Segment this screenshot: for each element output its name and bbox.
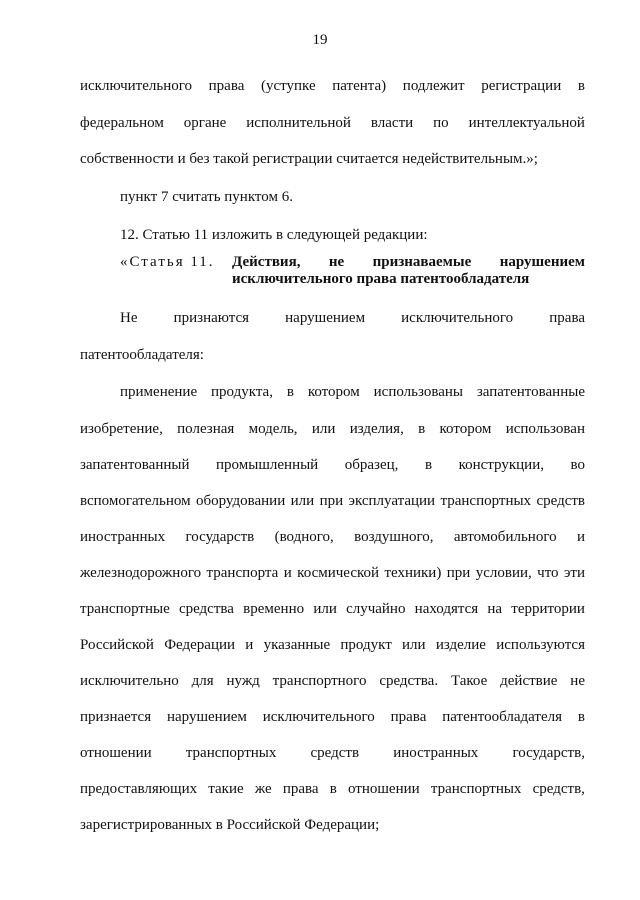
word: средств, [532,781,585,797]
word: не [328,254,345,270]
word: территории [511,601,585,617]
word: патента) [332,78,387,94]
word: не [570,673,585,689]
word: модель, [248,421,298,437]
word: органе [183,115,227,131]
word: исключительного [262,709,375,725]
text-line [80,528,585,546]
word: подлежит [402,78,465,94]
text-line: собственности и без такой регистрации считается недействительным.»; [80,151,538,167]
word: отношении [80,745,152,761]
word: конструкции, [458,457,544,473]
text-line [80,672,585,690]
article-title [232,254,585,288]
text-line [80,420,585,438]
word: транспортного [272,673,367,689]
word: продукта, [211,384,273,400]
word: запатентованные [476,384,585,400]
word: средства. [379,673,439,689]
word: транспортных [430,781,522,797]
word: эксплуатации [348,493,436,509]
word: случайно [346,601,406,617]
text-line: 12. Статью 11 изложить в следующей редакции: [120,227,428,243]
word: патентообладателя [442,709,563,725]
word: нарушением [285,310,366,326]
word: при [319,493,344,509]
word: регистрации [481,78,562,94]
text-line [80,492,585,510]
word: государств [185,529,255,545]
word: Действия, [232,254,301,270]
word: изделия, [349,421,404,437]
word: признаваемые [372,254,472,270]
word: исполнительной [246,115,351,131]
word: федеральном [80,115,164,131]
word: Такое [450,673,488,689]
word: исключительного [401,310,514,326]
word: транспортных [185,745,277,761]
word: и [576,529,585,545]
word: изделие [435,637,486,653]
word: применение [120,384,198,400]
word: находятся [414,601,479,617]
word: оборудовании [195,493,286,509]
word: действие [500,673,558,689]
word: для [191,673,214,689]
word: во [570,457,585,473]
word: права [208,78,245,94]
word: отношении [348,781,420,797]
text-line [80,708,585,726]
word: запатентованный [80,457,190,473]
word: (уступке [261,78,316,94]
word: котором [307,384,360,400]
page-number: 19 [312,32,328,48]
word: или [311,421,336,437]
word: техники) [384,565,442,581]
word: такие [208,781,244,797]
word: условии, [475,565,532,581]
word: нарушением [166,709,247,725]
text-line [120,309,585,327]
text-line [120,383,585,401]
word: государств, [512,745,585,761]
word: воздушного, [354,529,434,545]
word: в [577,709,585,725]
word: в [424,457,433,473]
word: иностранных [80,529,166,545]
word: Российской [80,637,154,653]
word: вспомогательном [80,493,191,509]
word: промышленный [216,457,319,473]
word: признаются [173,310,250,326]
word: используются [496,637,585,653]
text-line: патентообладателя: [80,347,204,363]
text-line [80,114,585,132]
word: права [549,310,585,326]
word: права [390,709,427,725]
text-line [80,564,585,582]
text-line [80,77,585,95]
word: права [282,781,319,797]
word: образец, [344,457,399,473]
word: котором [439,421,492,437]
word: средств [536,493,585,509]
word: (водного, [274,529,334,545]
word: космической [297,565,380,581]
word: в [286,384,294,400]
word: или [290,493,315,509]
text-line [80,744,585,762]
word: железнодорожного [80,565,202,581]
word: Не [120,310,138,326]
word: автомобильного [453,529,557,545]
word: средства [178,601,234,617]
word: продукт [340,637,392,653]
word: исключительного [80,78,193,94]
text-line [80,456,585,474]
text-line: пункт 7 считать пунктом 6. [120,189,293,205]
article-title-line-2: исключительного права патентообладателя [232,271,530,287]
word: указанные [263,637,331,653]
word: нарушением [499,254,585,270]
text-line [80,636,585,654]
word: эти [563,565,585,581]
word: транспортных [440,493,532,509]
word: и [245,637,254,653]
word: Федерации [164,637,236,653]
word: в [577,78,585,94]
word: в [329,781,337,797]
word: же [254,781,272,797]
word: при [446,565,471,581]
text-line: зарегистрированных в Российской Федерации; [80,817,380,833]
word: или [313,601,337,617]
word: транспорта [206,565,279,581]
word: иностранных [393,745,479,761]
word: по [433,115,449,131]
word: признается [80,709,152,725]
word: средств [310,745,360,761]
word: использован [505,421,585,437]
word: интеллектуальной [468,115,585,131]
word: изобретение, [80,421,163,437]
text-line [80,780,585,798]
text-line [80,600,585,618]
word: нужд [226,673,260,689]
word: использованы [373,384,463,400]
word: транспортные [80,601,170,617]
word: временно [243,601,305,617]
word: и [283,565,292,581]
word: что [537,565,559,581]
article-heading [120,254,585,288]
word: полезная [177,421,235,437]
word: или [402,637,426,653]
word: предоставляющих [80,781,198,797]
word: на [487,601,503,617]
word: исключительно [80,673,179,689]
word: власти [370,115,414,131]
word: в [418,421,426,437]
article-label: «Статья 11. [120,254,215,270]
article-title-line-1 [232,254,585,271]
